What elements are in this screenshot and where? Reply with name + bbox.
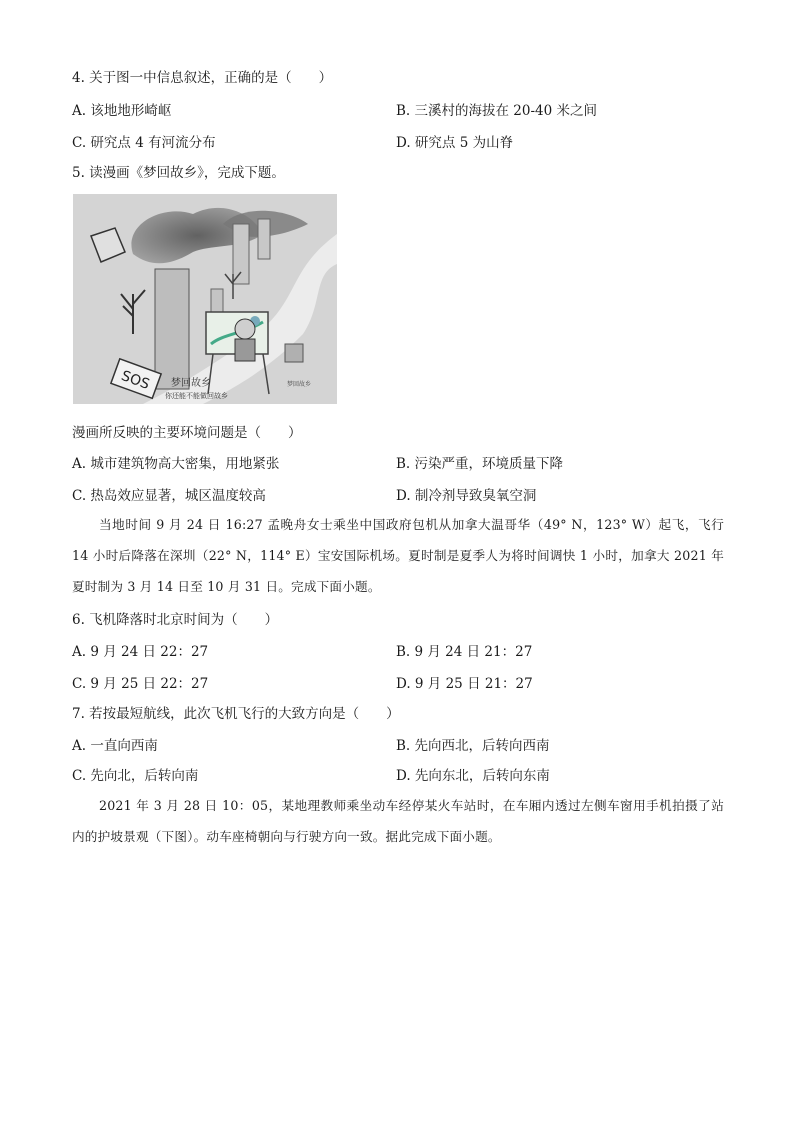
q7-option-d: D. 先向东北，后转向东南 [396, 768, 550, 784]
q6-option-d: D. 9 月 25 日 21：27 [396, 676, 533, 692]
q6-option-c: C. 9 月 25 日 22：27 [72, 676, 209, 692]
sos-sign-text: SOS [119, 368, 152, 393]
q4-option-b: B. 三溪村的海拔在 20-40 米之间 [396, 103, 598, 119]
q5-option-d: D. 制冷剂导致臭氧空洞 [396, 488, 537, 504]
passage-flight: 当地时间 9 月 24 日 16:27 孟晚舟女士乘坐中国政府包机从加拿大温哥华（49° N，123° W）起飞，飞行 14 小时后降落在深圳（22° N，114° E）宝安国际机场。夏时制是夏季人为将时间调快 1 小时，加拿大 2021 年夏时制为 3 月 14 日至 10 月 31 日。完成下面小题。 [72, 517, 724, 594]
q4-option-a: A. 该地地形崎岖 [72, 103, 172, 119]
q6-stem: 6. 飞机降落时北京时间为（ ） [72, 612, 279, 628]
q5-sub-stem: 漫画所反映的主要环境问题是（ ） [72, 425, 302, 441]
cartoon-dream-hometown [73, 194, 337, 404]
passage-train: 2021 年 3 月 28 日 10：05，某地理教师乘坐动车经停某火车站时，在车厢内透过左侧车窗用手机拍摄了站内的护坡景观（下图）。动车座椅朝向与行驶方向一致。据此完成下面小题。 [72, 798, 724, 844]
q4-option-d: D. 研究点 5 为山脊 [396, 135, 514, 151]
q7-option-c: C. 先向北，后转向南 [72, 768, 199, 784]
q5-option-c: C. 热岛效应显著，城区温度较高 [72, 488, 266, 504]
cartoon-caption-title: 梦回故乡 [171, 378, 211, 389]
q7-option-a: A. 一直向西南 [72, 738, 158, 754]
q5-option-a: A. 城市建筑物高大密集，用地紧张 [72, 456, 280, 472]
cartoon-caption-line: 你还能不能做回故乡 [165, 392, 228, 400]
q5-stem: 5. 读漫画《梦回故乡》，完成下题。 [72, 165, 285, 181]
q7-option-b: B. 先向西北，后转向西南 [396, 738, 550, 754]
q6-option-b: B. 9 月 24 日 21：27 [396, 644, 533, 660]
q7-stem: 7. 若按最短航线，此次飞机飞行的大致方向是（ ） [72, 706, 400, 722]
q6-option-a: A. 9 月 24 日 22：27 [72, 644, 209, 660]
q4-stem: 4. 关于图一中信息叙述，正确的是（ ） [72, 70, 333, 86]
q5-option-b: B. 污染严重，环境质量下降 [396, 456, 564, 472]
cartoon-side-note: 梦回故乡 [287, 381, 312, 388]
cartoon-drawing [73, 194, 337, 404]
q4-option-c: C. 研究点 4 有河流分布 [72, 135, 216, 151]
